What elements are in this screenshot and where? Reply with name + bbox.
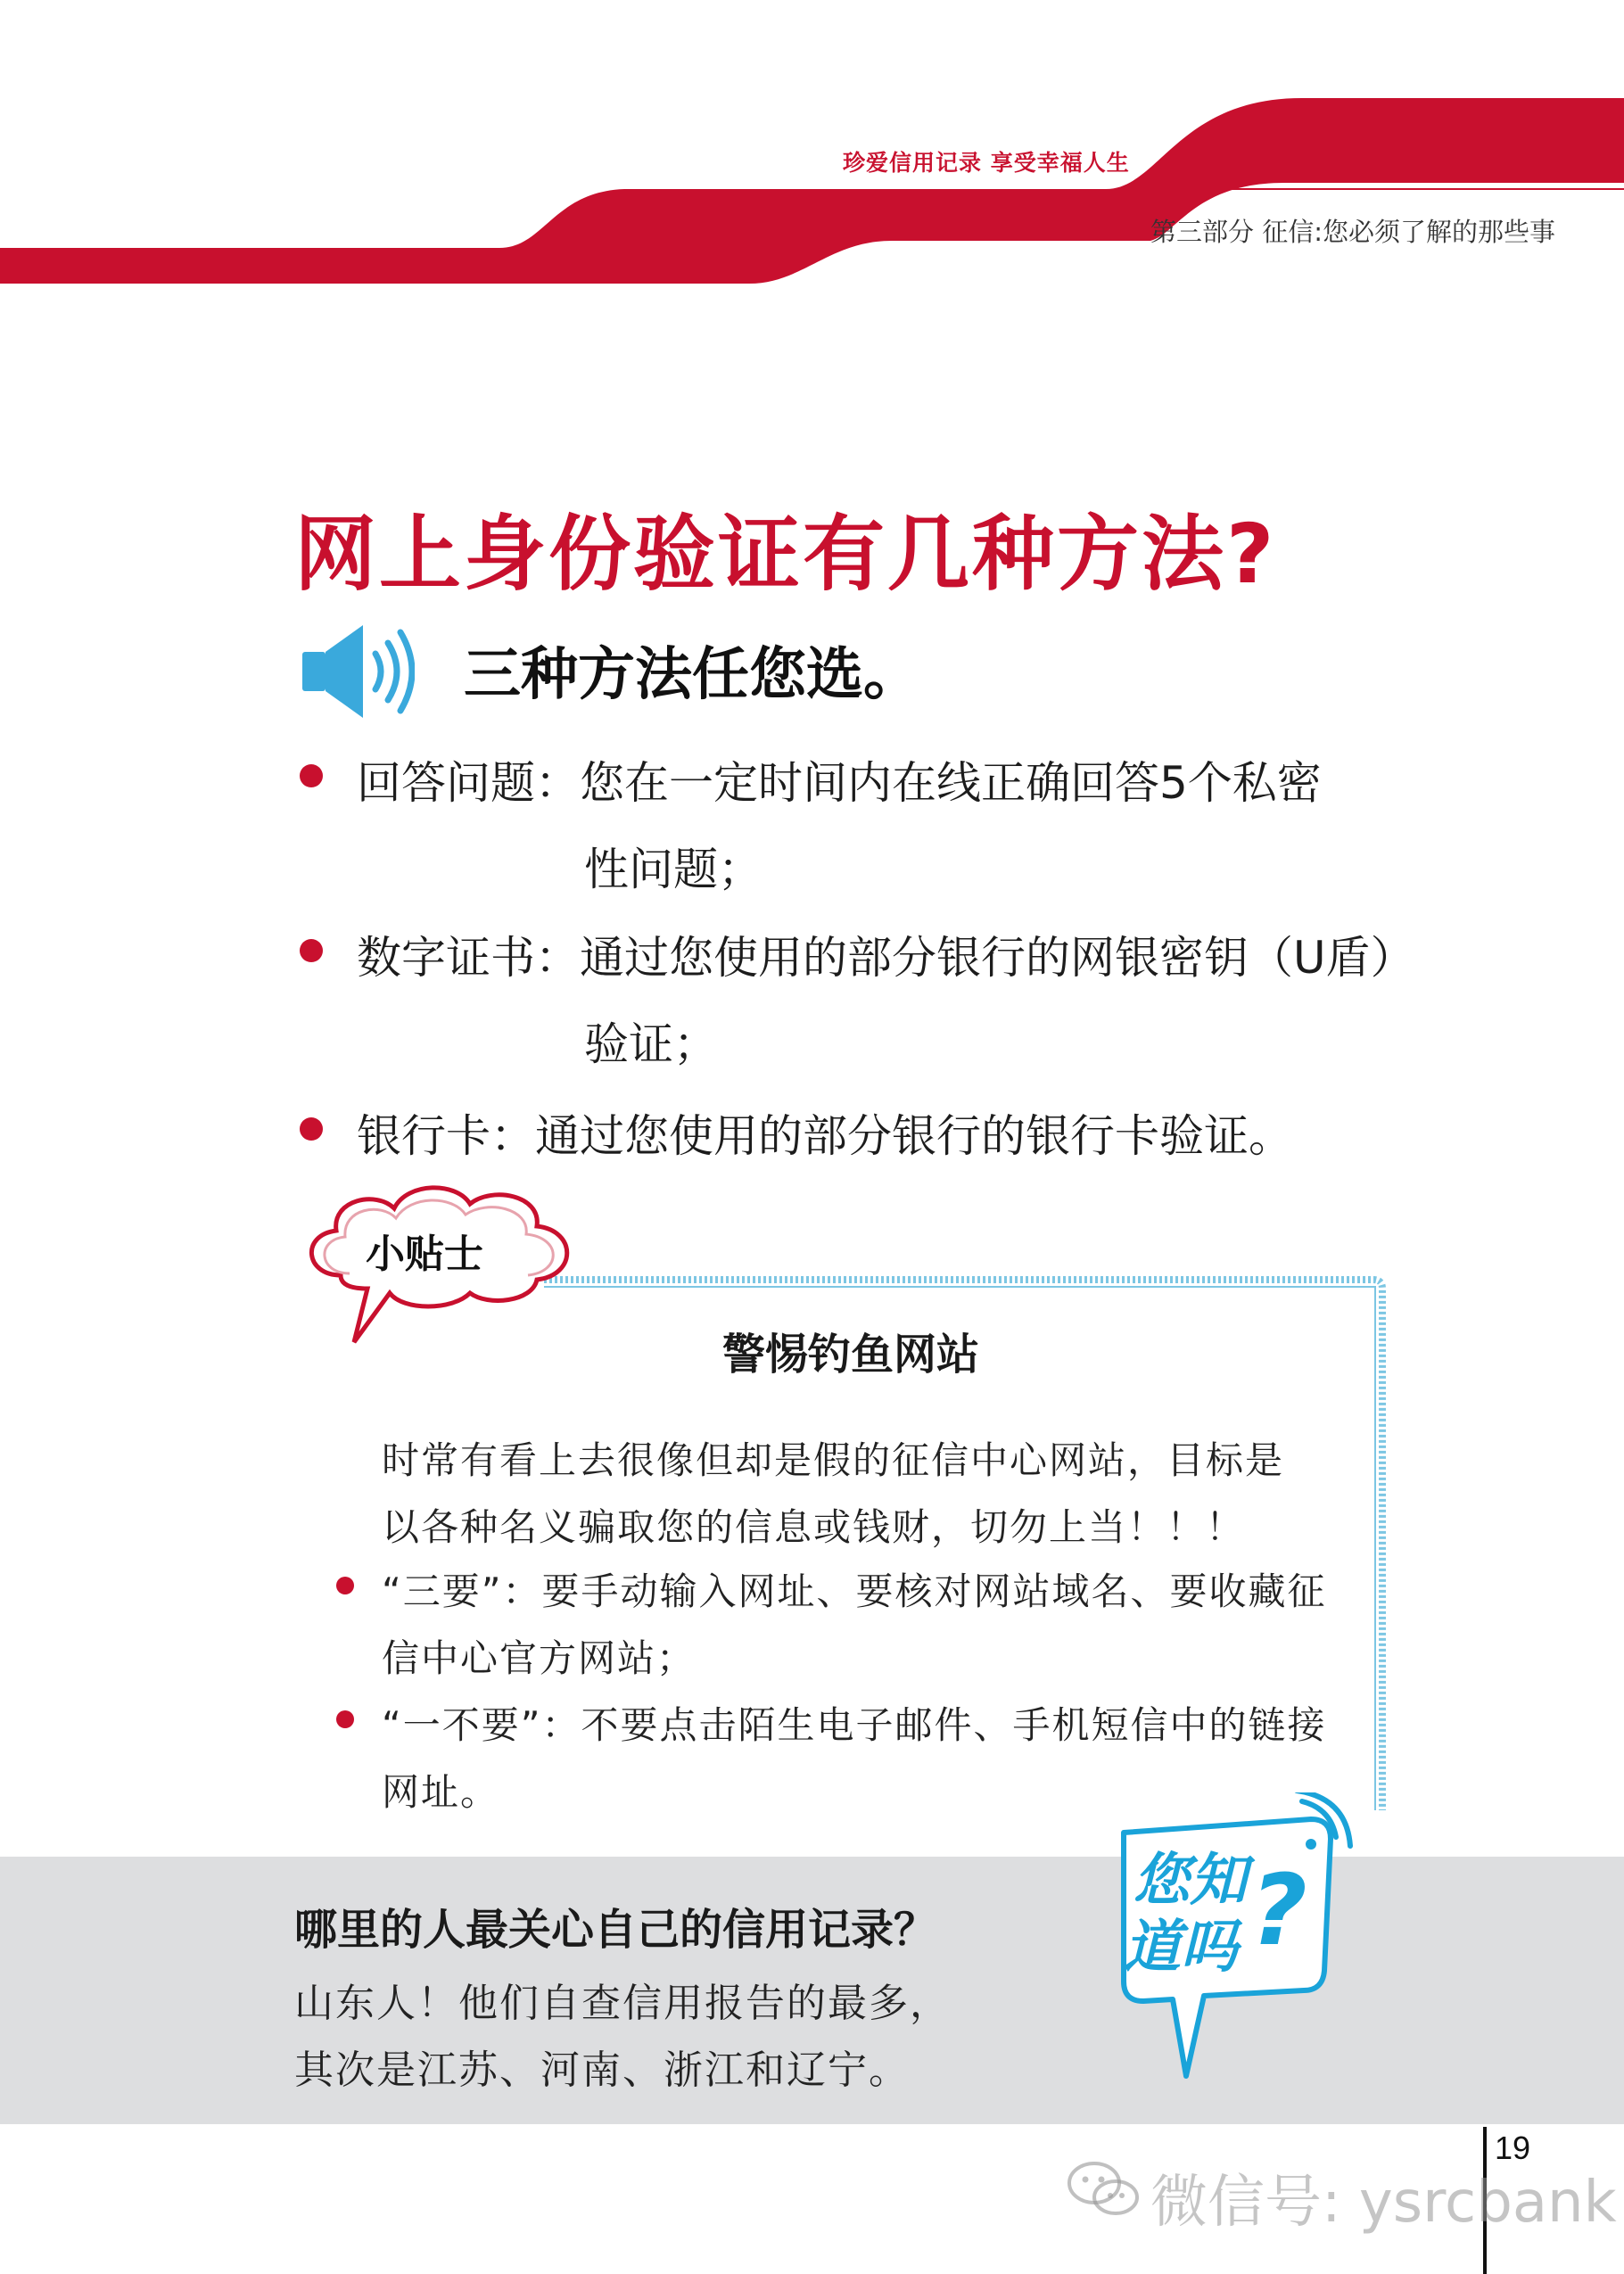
page-number: 19 — [1495, 2130, 1531, 2166]
wechat-watermark: 微信号: ysrcbank — [1150, 2170, 1617, 2236]
bullet-icon — [300, 1117, 323, 1141]
speech-bubble-icon — [1097, 1792, 1356, 2087]
tips-heading: 警惕钓鱼网站 — [722, 1330, 980, 1380]
bullet-icon — [300, 939, 323, 962]
bullet-icon — [300, 764, 323, 787]
did-you-know-answer-line: 其次是江苏、河南、浙江和辽宁。 — [294, 2047, 910, 2093]
bullet-icon — [336, 1577, 354, 1594]
answer-text: 三种方法任您选。 — [464, 642, 920, 708]
did-you-know-question: 哪里的人最关心自己的信用记录？ — [294, 1905, 937, 1955]
wechat-icon — [1066, 2158, 1142, 2220]
bullet-icon — [336, 1710, 354, 1728]
method-line: 性问题； — [584, 844, 763, 895]
badge-line-1: 您知 — [1133, 1848, 1247, 1914]
page-title: 网上身份验证有几种方法? — [294, 507, 1277, 602]
header-wave-banner — [0, 0, 1624, 294]
badge-question-mark: ? — [1250, 1853, 1307, 1967]
tips-item-line: “一不要”：不要点击陌生电子邮件、手机短信中的链接 — [382, 1703, 1327, 1747]
badge-line-2: 道吗 — [1124, 1915, 1238, 1981]
tips-intro-line: 时常有看上去很像但却是假的征信中心网站，目标是 — [382, 1438, 1285, 1482]
tips-item-line: 网址。 — [382, 1770, 500, 1814]
header-slogan: 珍爱信用记录 享受幸福人生 — [843, 150, 1130, 176]
speaker-icon — [299, 620, 415, 722]
tips-item-line: “三要”：要手动输入网址、要核对网站域名、要收藏征 — [382, 1570, 1327, 1613]
section-title: 第三部分 征信:您必须了解的那些事 — [1150, 217, 1555, 247]
tips-label: 小贴士 — [366, 1232, 483, 1277]
method-line: 验证； — [584, 1018, 718, 1070]
method-line: 回答问题：您在一定时间内在线正确回答5个私密 — [357, 757, 1322, 809]
method-line: 数字证书：通过您使用的部分银行的网银密钥（U盾） — [357, 932, 1415, 984]
method-line: 银行卡：通过您使用的部分银行的银行卡验证。 — [357, 1110, 1293, 1162]
tips-intro-line: 以各种名义骗取您的信息或钱财，切勿上当！！！ — [382, 1505, 1246, 1549]
did-you-know-answer-line: 山东人！他们自查信用报告的最多， — [294, 1981, 951, 2026]
tips-item-line: 信中心官方网站； — [382, 1636, 697, 1680]
